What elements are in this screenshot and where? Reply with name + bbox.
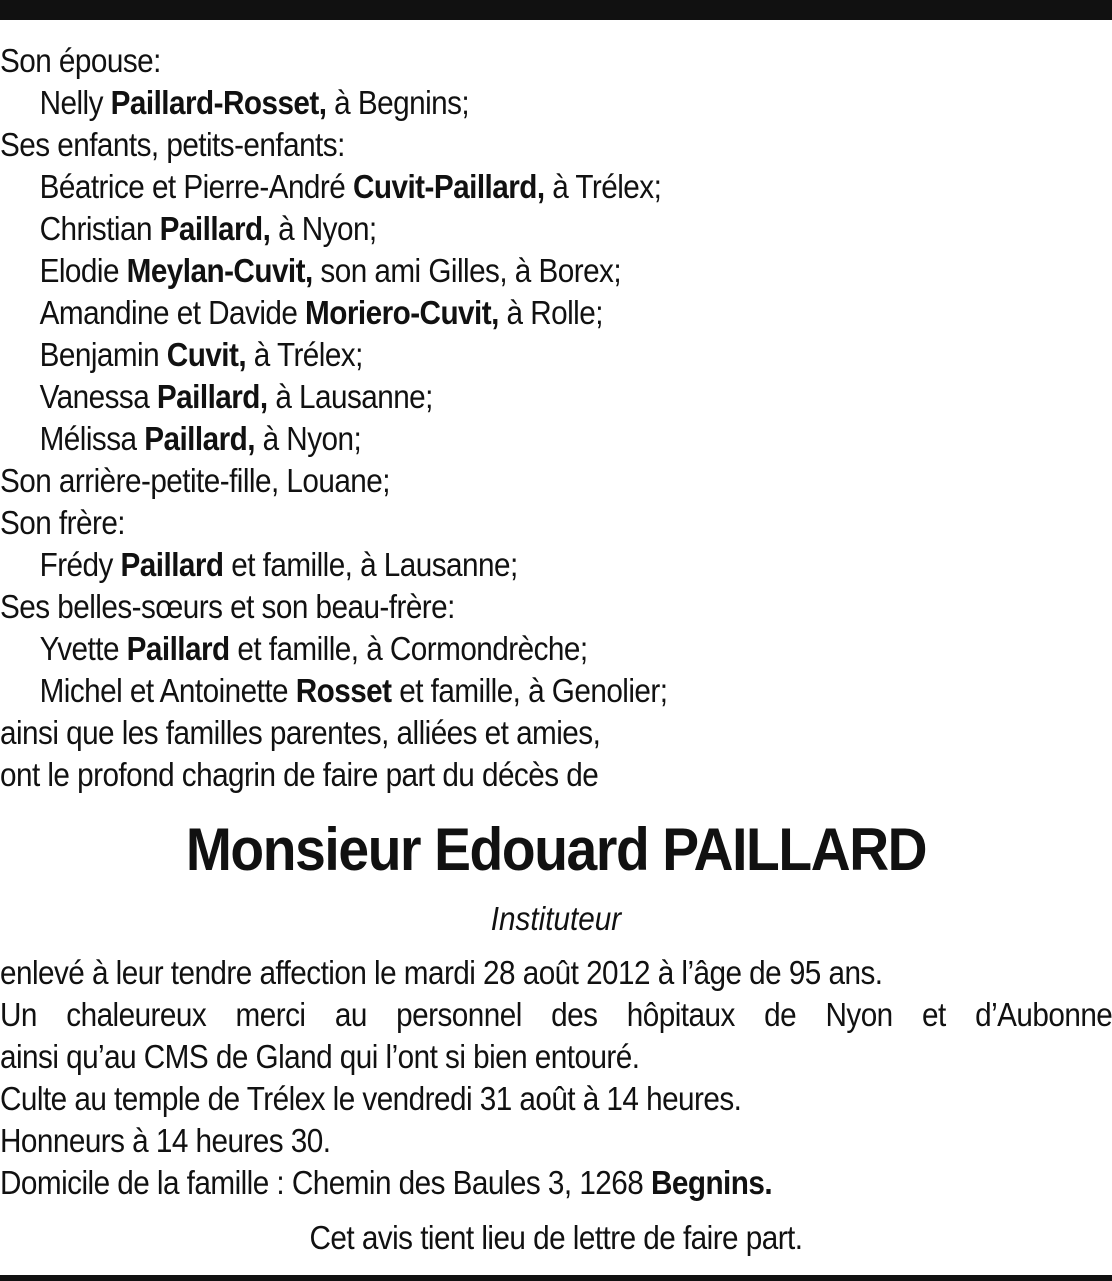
first-name: Amandine et Davide [39, 294, 306, 331]
child-entry [0, 166, 1001, 208]
great-grandchild-line: Son arrière-petite-fille, Louane; [0, 462, 390, 499]
announcement-line: ont le profond chagrin de faire part du décès de [0, 756, 599, 793]
surname: Moriero-Cuvit, [305, 294, 499, 331]
footer-note: Cet avis tient lieu de lettre de faire part. [309, 1219, 803, 1256]
honours-line: Honneurs à 14 heures 30. [0, 1122, 331, 1159]
spouse-entry [0, 82, 1001, 124]
brother-heading: Son frère: [0, 504, 126, 541]
surname: Paillard, [159, 210, 271, 247]
place: à Rolle; [498, 294, 603, 331]
surname: Paillard, [156, 378, 268, 415]
thanks-word: personnel [396, 996, 522, 1033]
place: à Lausanne; [267, 378, 433, 415]
surname: Paillard [126, 630, 230, 667]
surname: Meylan-Cuvit, [126, 252, 313, 289]
deceased-profession: Instituteur [490, 900, 622, 937]
thanks-word: des [551, 996, 598, 1033]
top-rule [0, 0, 1112, 20]
place: son ami Gilles, à Borex; [312, 252, 622, 289]
child-entry [0, 376, 1001, 418]
thanks-line [0, 994, 1112, 1036]
thanks-word: merci [235, 996, 306, 1033]
thanks-word: Nyon [825, 996, 893, 1033]
inlaw-entry [0, 670, 1001, 712]
notice-text [0, 952, 1112, 1204]
place: à Nyon; [270, 210, 377, 247]
surname: Cuvit, [166, 336, 247, 373]
first-name: Frédy [39, 546, 121, 583]
place: et famille, à Genolier; [391, 672, 668, 709]
place: à Trélex; [246, 336, 363, 373]
thanks-word: et [922, 996, 946, 1033]
spouse-heading: Son épouse: [0, 42, 161, 79]
thanks-continuation: ainsi qu’au CMS de Gland qui l’ont si bien entouré. [0, 1038, 640, 1075]
first-name: Béatrice et Pierre-André [39, 168, 353, 205]
surname: Cuvit-Paillard, [352, 168, 545, 205]
surname: Paillard-Rosset, [110, 84, 327, 121]
first-name: Mélissa [39, 420, 145, 457]
thanks-word: de [764, 996, 797, 1033]
first-name: Michel et Antoinette [39, 672, 296, 709]
thanks-word: chaleureux [66, 996, 207, 1033]
relatives-line: ainsi que les familles parentes, alliées et amies, [0, 714, 601, 751]
first-name: Yvette [39, 630, 127, 667]
first-name: Nelly [39, 84, 111, 121]
domicile-address: Domicile de la famille : Chemin des Baules 3, 1268 [0, 1164, 651, 1201]
child-entry [0, 334, 1001, 376]
children-heading: Ses enfants, petits-enfants: [0, 126, 345, 163]
domicile-line [0, 1162, 1001, 1204]
first-name: Elodie [39, 252, 127, 289]
bottom-rule [0, 1275, 1112, 1281]
place: et famille, à Lausanne; [223, 546, 518, 583]
thanks-word: au [334, 996, 367, 1033]
surname: Paillard [120, 546, 224, 583]
place: à Begnins; [326, 84, 470, 121]
inlaw-entry [0, 628, 1001, 670]
domicile-town: Begnins. [650, 1164, 773, 1201]
deceased-name: Monsieur Edouard PAILLARD [185, 816, 927, 883]
brother-entry [0, 544, 1001, 586]
family-list [0, 40, 1112, 796]
place: à Trélex; [544, 168, 662, 205]
thanks-word: Un [0, 996, 37, 1033]
place: à Nyon; [254, 420, 362, 457]
passing-line: enlevé à leur tendre affection le mardi 28 août 2012 à l’âge de 95 ans. [0, 954, 883, 991]
surname: Paillard, [144, 420, 255, 457]
child-entry [0, 292, 1001, 334]
first-name: Benjamin [39, 336, 167, 373]
child-entry [0, 208, 1001, 250]
thanks-word: hôpitaux [626, 996, 735, 1033]
place: et famille, à Cormondrèche; [229, 630, 588, 667]
child-entry [0, 418, 1001, 460]
first-name: Christian [39, 210, 160, 247]
thanks-word: d’Aubonne [975, 996, 1112, 1033]
first-name: Vanessa [39, 378, 157, 415]
service-line: Culte au temple de Trélex le vendredi 31 août à 14 heures. [0, 1080, 742, 1117]
surname: Rosset [295, 672, 392, 709]
inlaws-heading: Ses belles-sœurs et son beau-frère: [0, 588, 455, 625]
child-entry [0, 250, 1001, 292]
